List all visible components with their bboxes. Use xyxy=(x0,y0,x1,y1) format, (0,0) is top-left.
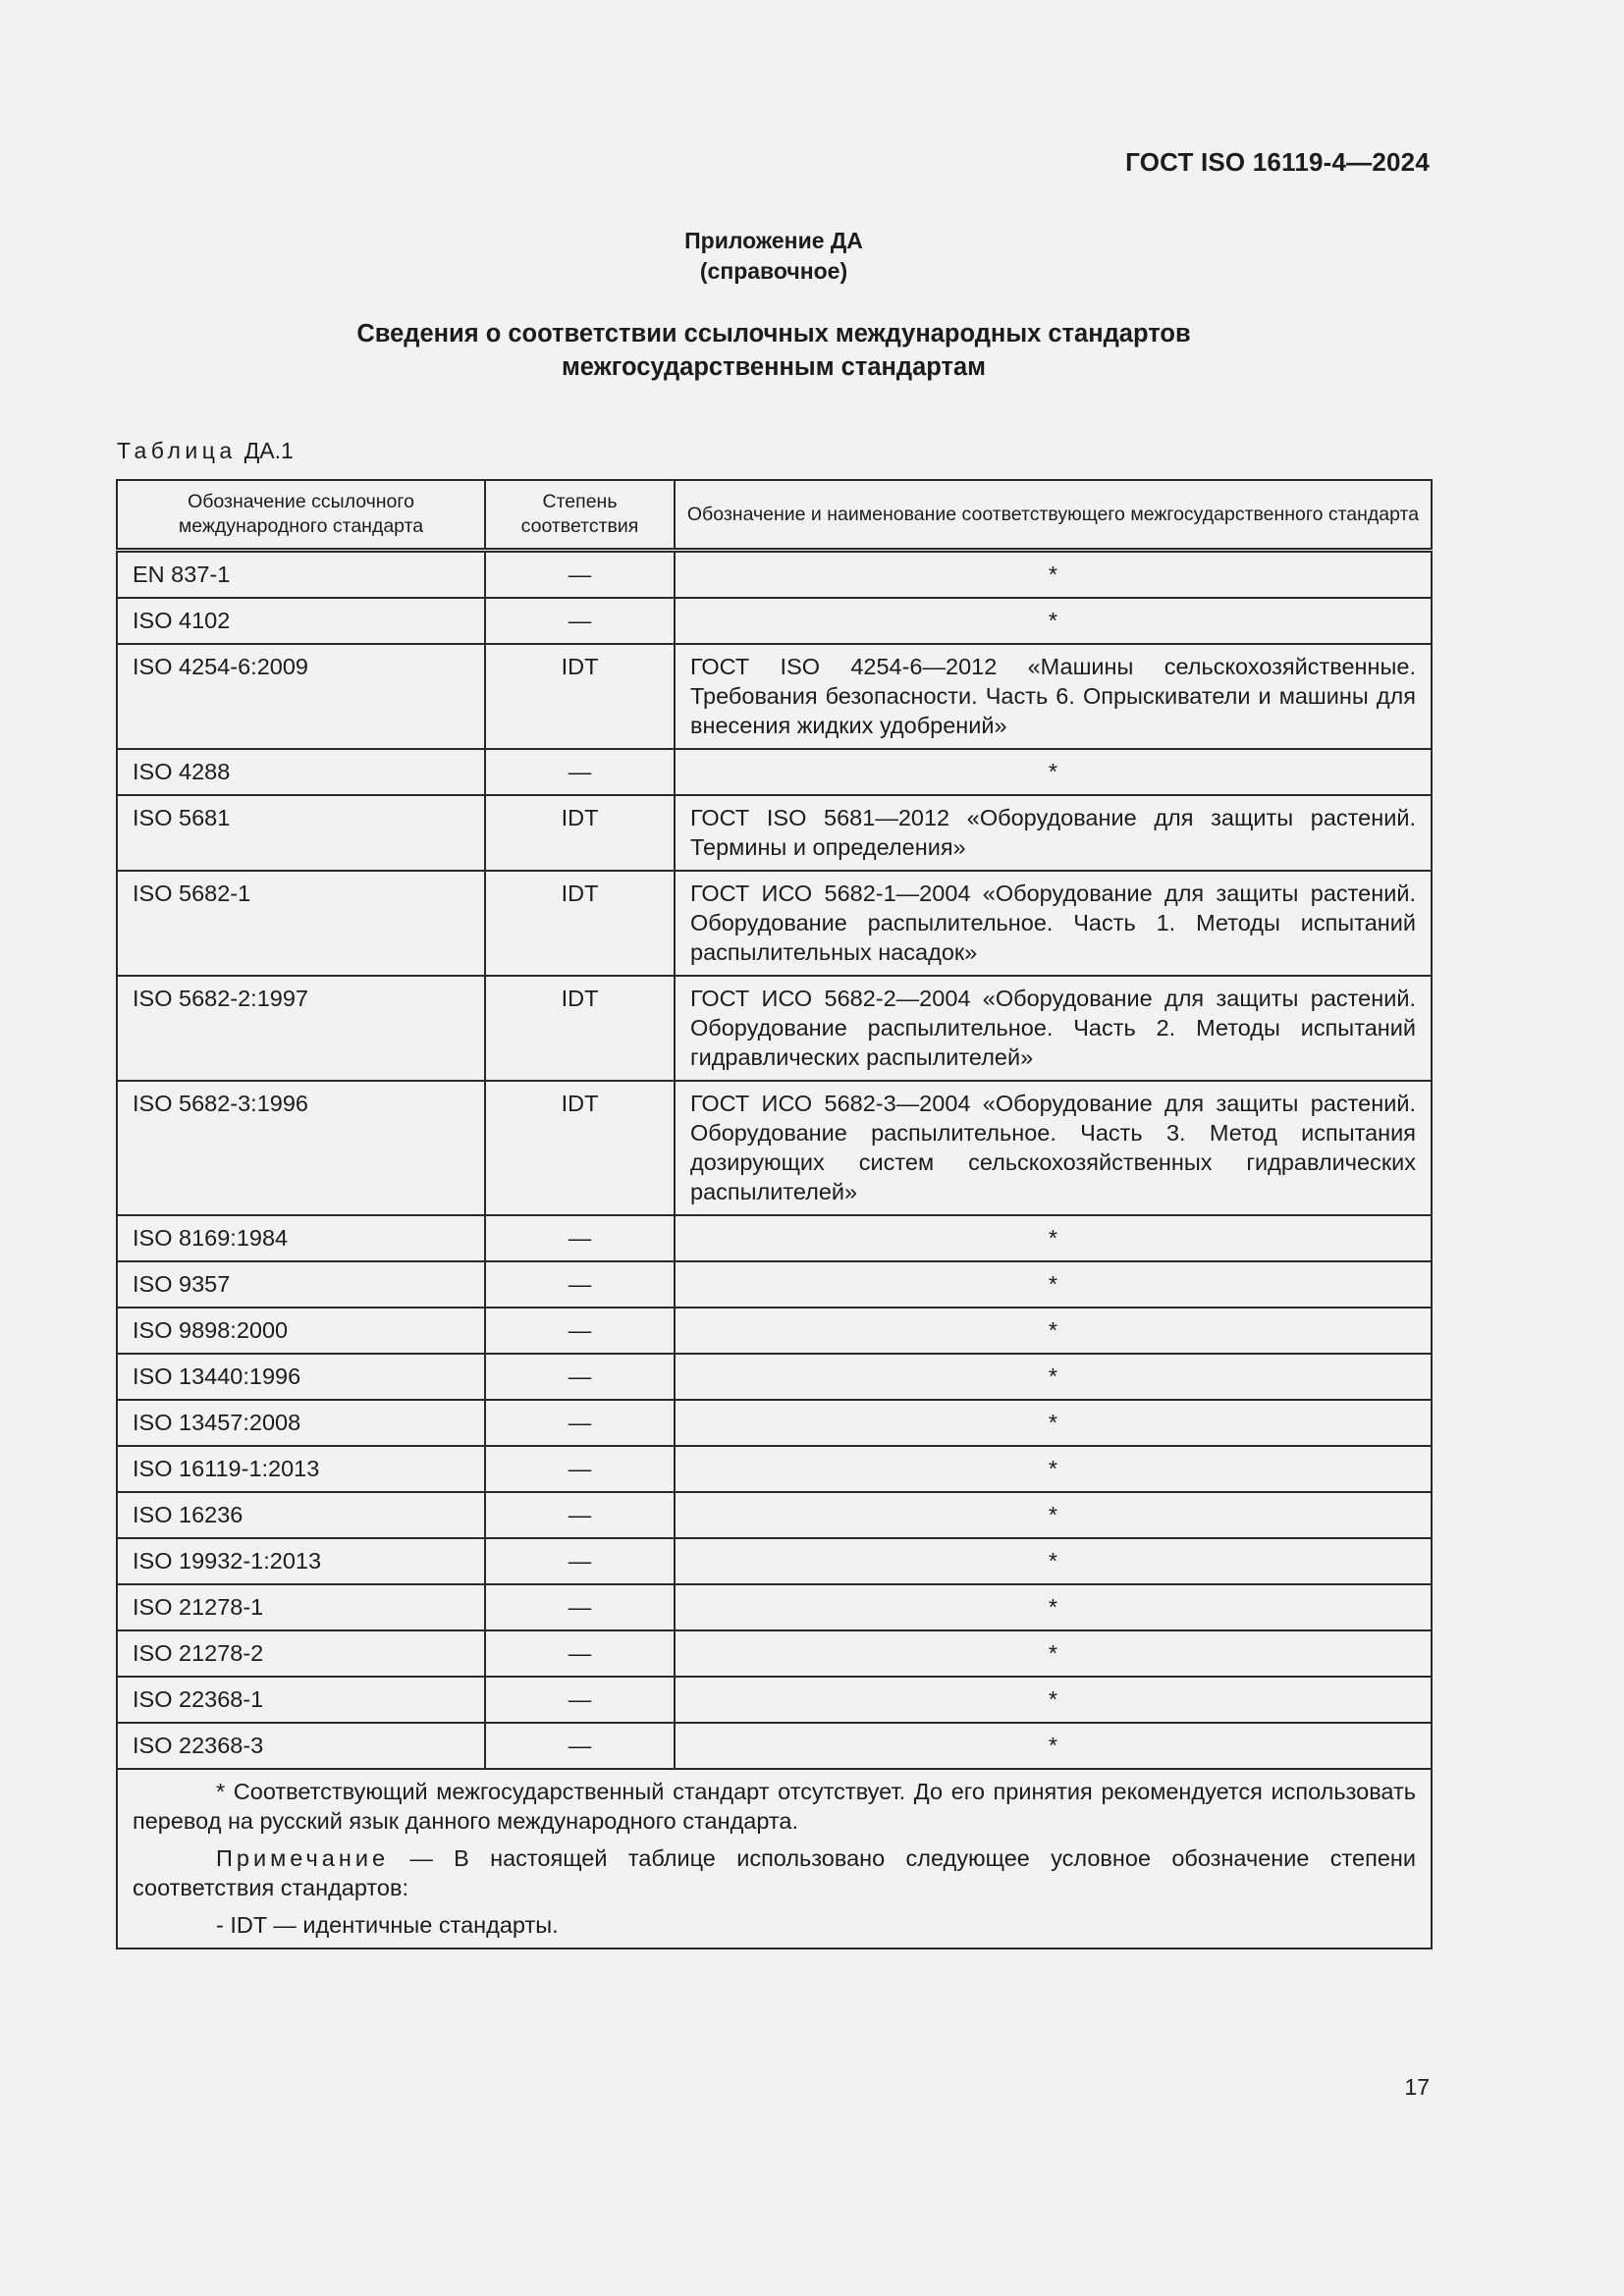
section-heading xyxy=(0,317,1547,384)
cell-gost-standard: * xyxy=(675,1630,1432,1677)
cell-gost-standard: * xyxy=(675,1215,1432,1261)
table-row xyxy=(117,1446,1432,1492)
heading-line-1: Сведения о соответствии ссылочных международных стандартов xyxy=(356,320,1191,347)
table-row xyxy=(117,1354,1432,1400)
table-row xyxy=(117,749,1432,795)
cell-designation: ISO 5682-2:1997 xyxy=(117,976,485,1081)
cell-degree: — xyxy=(485,749,675,795)
note-text: — В настоящей таблице использовано следующее условное обозначение степени соответствия стандартов: xyxy=(133,1845,1416,1900)
table-caption-number: ДА.1 xyxy=(244,438,294,463)
cell-degree: — xyxy=(485,1630,675,1677)
table-notes xyxy=(117,1769,1432,1949)
cell-designation: ISO 4288 xyxy=(117,749,485,795)
table-row xyxy=(117,598,1432,644)
cell-designation: ISO 22368-1 xyxy=(117,1677,485,1723)
table-header-row xyxy=(117,480,1432,551)
cell-designation: ISO 19932-1:2013 xyxy=(117,1538,485,1584)
table-notes-row xyxy=(117,1769,1432,1949)
cell-gost-standard: * xyxy=(675,1400,1432,1446)
cell-gost-standard: * xyxy=(675,1492,1432,1538)
cell-gost-standard: * xyxy=(675,1584,1432,1630)
cell-designation: EN 837-1 xyxy=(117,551,485,599)
table-body xyxy=(117,551,1432,1770)
cell-degree: — xyxy=(485,1261,675,1308)
heading-line-2: межгосударственным стандартам xyxy=(561,353,987,381)
table-row xyxy=(117,795,1432,871)
cell-gost-standard: * xyxy=(675,1354,1432,1400)
cell-gost-standard: * xyxy=(675,1261,1432,1308)
table-row xyxy=(117,551,1432,599)
cell-degree: — xyxy=(485,1215,675,1261)
column-header-degree: Степень соответствия xyxy=(485,480,675,551)
cell-designation: ISO 5681 xyxy=(117,795,485,871)
cell-degree: — xyxy=(485,1538,675,1584)
table-row xyxy=(117,1261,1432,1308)
table-row xyxy=(117,644,1432,749)
cell-designation: ISO 5682-1 xyxy=(117,871,485,976)
appendix-subtitle: (справочное) xyxy=(699,258,848,284)
cell-degree: IDT xyxy=(485,644,675,749)
table-row xyxy=(117,1215,1432,1261)
cell-designation: ISO 16119-1:2013 xyxy=(117,1446,485,1492)
cell-designation: ISO 4254-6:2009 xyxy=(117,644,485,749)
column-header-designation: Обозначение ссылочного международного стандарта xyxy=(117,480,485,551)
cell-degree: — xyxy=(485,1400,675,1446)
cell-designation: ISO 4102 xyxy=(117,598,485,644)
appendix-title: Приложение ДА xyxy=(684,228,863,253)
cell-degree: — xyxy=(485,1677,675,1723)
cell-designation: ISO 21278-2 xyxy=(117,1630,485,1677)
cell-designation: ISO 21278-1 xyxy=(117,1584,485,1630)
appendix-block xyxy=(0,226,1547,287)
cell-degree: — xyxy=(485,1723,675,1769)
cell-degree: — xyxy=(485,1584,675,1630)
cell-gost-standard: * xyxy=(675,1308,1432,1354)
cell-gost-standard: * xyxy=(675,1538,1432,1584)
cell-degree: — xyxy=(485,551,675,599)
cell-gost-standard: ГОСТ ИСО 5682-1—2004 «Оборудование для защиты растений. Оборудование распылительное. Часть 1. Методы испытаний распылительных насадок» xyxy=(675,871,1432,976)
cell-designation: ISO 9898:2000 xyxy=(117,1308,485,1354)
cell-degree: IDT xyxy=(485,795,675,871)
cell-designation: ISO 22368-3 xyxy=(117,1723,485,1769)
cell-degree: — xyxy=(485,1308,675,1354)
cell-degree: IDT xyxy=(485,976,675,1081)
cell-designation: ISO 9357 xyxy=(117,1261,485,1308)
cell-gost-standard: * xyxy=(675,1677,1432,1723)
cell-designation: ISO 8169:1984 xyxy=(117,1215,485,1261)
note-label: Примечание xyxy=(216,1845,390,1871)
cell-degree: — xyxy=(485,1492,675,1538)
table-row xyxy=(117,1492,1432,1538)
cell-designation: ISO 16236 xyxy=(117,1492,485,1538)
footnote: * Соответствующий межгосударственный стандарт отсутствует. До его принятия рекомендуется использовать перевод на русский язык данного международного стандарта. xyxy=(133,1779,1416,1834)
table-row xyxy=(117,1081,1432,1215)
table-caption xyxy=(117,438,294,464)
cell-designation: ISO 5682-3:1996 xyxy=(117,1081,485,1215)
cell-gost-standard: * xyxy=(675,1446,1432,1492)
cell-gost-standard: ГОСТ ISO 5681—2012 «Оборудование для защиты растений. Термины и определения» xyxy=(675,795,1432,871)
cell-degree: IDT xyxy=(485,871,675,976)
cell-designation: ISO 13440:1996 xyxy=(117,1354,485,1400)
cell-degree: — xyxy=(485,1354,675,1400)
table-row xyxy=(117,1677,1432,1723)
cell-gost-standard: * xyxy=(675,551,1432,599)
cell-gost-standard: ГОСТ ИСО 5682-2—2004 «Оборудование для защиты растений. Оборудование распылительное. Часть 2. Методы испытаний гидравлических распылителей» xyxy=(675,976,1432,1081)
cell-gost-standard: ГОСТ ИСО 5682-3—2004 «Оборудование для защиты растений. Оборудование распылительное. Часть 3. Метод испытания дозирующих систем сельскохозяйственных гидравлических распылителей» xyxy=(675,1081,1432,1215)
cell-designation: ISO 13457:2008 xyxy=(117,1400,485,1446)
cell-gost-standard: * xyxy=(675,1723,1432,1769)
cell-degree: — xyxy=(485,1446,675,1492)
cell-degree: — xyxy=(485,598,675,644)
document-code: ГОСТ ISO 16119-4—2024 xyxy=(1125,147,1430,177)
column-header-gost: Обозначение и наименование соответствующего межгосударственного стандарта xyxy=(675,480,1432,551)
page-number: 17 xyxy=(1404,2074,1430,2100)
cell-degree: IDT xyxy=(485,1081,675,1215)
cell-gost-standard: * xyxy=(675,598,1432,644)
table-caption-word: Таблица xyxy=(117,438,237,463)
note-list-item: - IDT — идентичные стандарты. xyxy=(216,1912,559,1938)
cell-gost-standard: ГОСТ ISO 4254-6—2012 «Машины сельскохозяйственные. Требования безопасности. Часть 6. Опрыскиватели и машины для внесения жидких удобрений» xyxy=(675,644,1432,749)
table-row xyxy=(117,1538,1432,1584)
note xyxy=(133,1843,1416,1902)
table-row xyxy=(117,1400,1432,1446)
table-row xyxy=(117,1584,1432,1630)
standards-table xyxy=(116,479,1433,1949)
table-row xyxy=(117,1723,1432,1769)
table-row xyxy=(117,1308,1432,1354)
table-row xyxy=(117,871,1432,976)
table-row xyxy=(117,976,1432,1081)
table-row xyxy=(117,1630,1432,1677)
cell-gost-standard: * xyxy=(675,749,1432,795)
